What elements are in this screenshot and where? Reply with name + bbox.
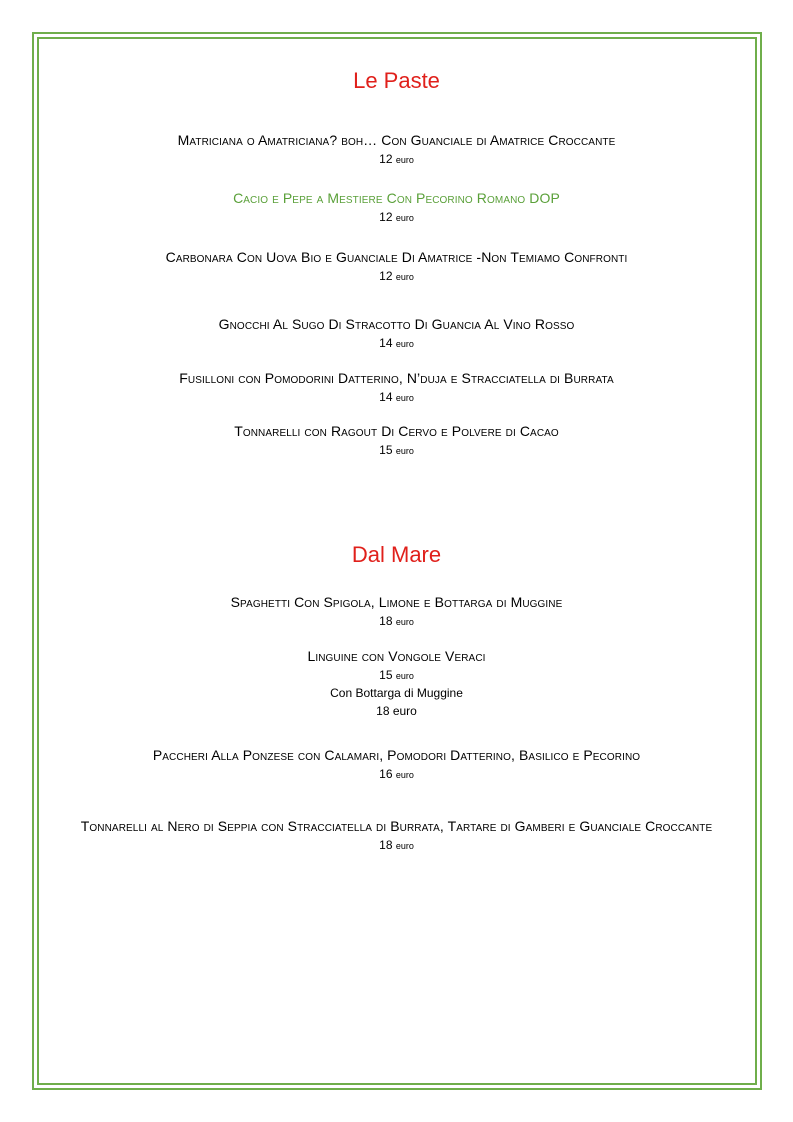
dish-name: Matriciana o Amatriciana? boh… Con Guanciale di Amatrice Croccante <box>177 132 616 148</box>
dish-price: 15 euro <box>379 668 414 682</box>
dish-name: Linguine con Vongole Veraci <box>307 648 486 664</box>
dish-price: 18 euro <box>379 838 414 852</box>
dish-price: 12 euro <box>379 269 414 283</box>
dish-name: Paccheri Alla Ponzese con Calamari, Pomodori Datterino, Basilico e Pecorino <box>152 747 641 763</box>
dish-name: Fusilloni con Pomodorini Datterino, N’duja e Stracciatella di Burrata <box>179 370 614 386</box>
dish-extra-label: Con Bottarga di Muggine <box>330 686 463 700</box>
dish-name: Cacio e Pepe a Mestiere Con Pecorino Romano DOP <box>233 190 560 206</box>
dish-price: 15 euro <box>379 443 414 457</box>
menu-item <box>60 645 733 720</box>
menu-item <box>60 420 733 459</box>
menu-item <box>60 744 733 783</box>
menu-item <box>60 246 733 285</box>
dish-price: 16 euro <box>379 767 414 781</box>
dish-price: 14 euro <box>379 336 414 350</box>
dish-name: Carbonara Con Uova Bio e Guanciale Di Amatrice -Non Temiamo Confronti <box>165 249 628 265</box>
section-title-dal-mare: Dal Mare <box>351 542 442 567</box>
dish-price: 18 euro <box>379 614 414 628</box>
dish-extra-price: 18 euro <box>376 704 417 718</box>
menu-item <box>60 187 733 226</box>
menu-item <box>64 815 729 854</box>
menu-item <box>60 129 733 168</box>
menu-item <box>60 591 733 630</box>
menu-item <box>60 313 733 352</box>
menu-item <box>60 367 733 406</box>
dish-name: Spaghetti Con Spigola, Limone e Bottarga di Muggine <box>230 594 563 610</box>
dish-name: Gnocchi Al Sugo Di Stracotto Di Guancia Al Vino Rosso <box>218 316 575 332</box>
dish-price: 12 euro <box>379 210 414 224</box>
dish-price: 12 euro <box>379 152 414 166</box>
dish-name: Tonnarelli al Nero di Seppia con Stracciatella di Burrata, Tartare di Gamberi e Guanciale Croccante <box>80 818 713 834</box>
dish-name: Tonnarelli con Ragout Di Cervo e Polvere di Cacao <box>234 423 559 439</box>
section-title-le-paste: Le Paste <box>353 68 440 93</box>
dish-price: 14 euro <box>379 390 414 404</box>
